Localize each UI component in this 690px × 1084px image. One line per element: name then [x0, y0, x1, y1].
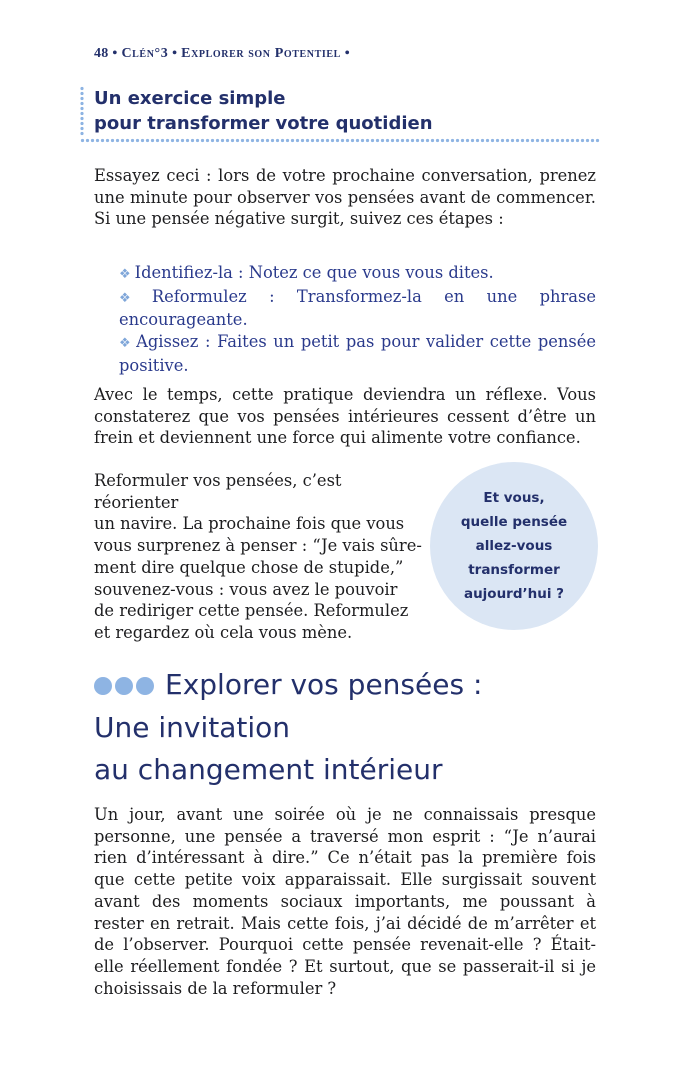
callout-text: Et vous, quelle pensée allez-vous transformer aujourd’hui ? [460, 490, 568, 602]
list-item: ❖ Identifiez-la : Notez ce que vous vous dites. [119, 263, 494, 282]
box-title-text [94, 86, 433, 136]
text-line: Reformuler vos pensées, c’est réorienter [94, 471, 342, 512]
callout-circle [430, 462, 598, 630]
story-paragraph: Un jour, avant une soirée où je ne connaissais presque personne, une pensée a traversé mon esprit : “Je n’aurai rien d’intéressant à dire.” Ce n’était pas la première fois que cette petite voix apparaissait. Elle surgissait souvent avant des moments sociaux importants, me poussant à rester en retrait. Mais cette fois, j’ai décidé de m’arrêter et de l’observer. Pourquoi cette pensée revenait-elle ? Était-elle réellement fondée ? Et surtout, que se passerait-il si je choisissais de la reformuler ? [94, 805, 596, 998]
diamond-bullet-icon: ❖ [119, 336, 133, 352]
navire-paragraph [94, 470, 424, 644]
text-line: et regardez où cela vous mène. [94, 622, 353, 642]
text-line: un navire. La prochaine fois que vous [94, 514, 405, 534]
header-separator: • [344, 46, 350, 61]
book-title: Explorer son Potentiel [181, 46, 341, 61]
header-separator: • [172, 46, 182, 61]
list-item: ❖ Reformulez : Transformez-la en une phrase encourageante. [119, 286, 597, 330]
section-heading-line: au changement intérieur [94, 753, 443, 786]
three-dots-icon [94, 665, 157, 707]
section-heading [94, 664, 614, 791]
section-heading-line: Une invitation [94, 711, 291, 744]
text-line: souvenez-vous : vous avez le pouvoir [94, 579, 398, 599]
running-header [94, 46, 350, 62]
dotted-border-horizontal [80, 138, 600, 143]
diamond-bullet-icon: ❖ [119, 290, 148, 306]
page-number: 48 [94, 46, 109, 61]
section-heading-line: Explorer vos pensées : [94, 664, 614, 707]
series-name: Clén°3 [121, 46, 169, 61]
text-line: vous surprenez à penser : “Je vais sûre- [94, 536, 422, 556]
dotted-border-vertical [80, 86, 84, 136]
text-line: de rediriger cette pensée. Reformulez [94, 601, 409, 621]
intro-paragraph: Essayez ceci : lors de votre prochaine conversation, prenez une minute pour observer vos pensées avant de commencer. Si une pensée négative surgit, suivez ces étapes : [94, 166, 596, 229]
header-separator: • [112, 46, 122, 61]
after-steps-paragraph: Avec le temps, cette pratique deviendra un réflexe. Vous constaterez que vos pensées intérieures cessent d’être un frein et deviennent une force qui alimente votre confiance. [94, 385, 596, 448]
box-title-line: Un exercice simple [94, 88, 286, 109]
box-title-line: pour transformer votre quotidien [94, 113, 433, 134]
list-item: ❖ Agissez : Faites un petit pas pour valider cette pensée positive. [119, 332, 596, 375]
diamond-bullet-icon: ❖ [119, 267, 131, 282]
text-line: ment dire quelque chose de stupide,” [94, 557, 404, 577]
steps-list [119, 262, 596, 377]
